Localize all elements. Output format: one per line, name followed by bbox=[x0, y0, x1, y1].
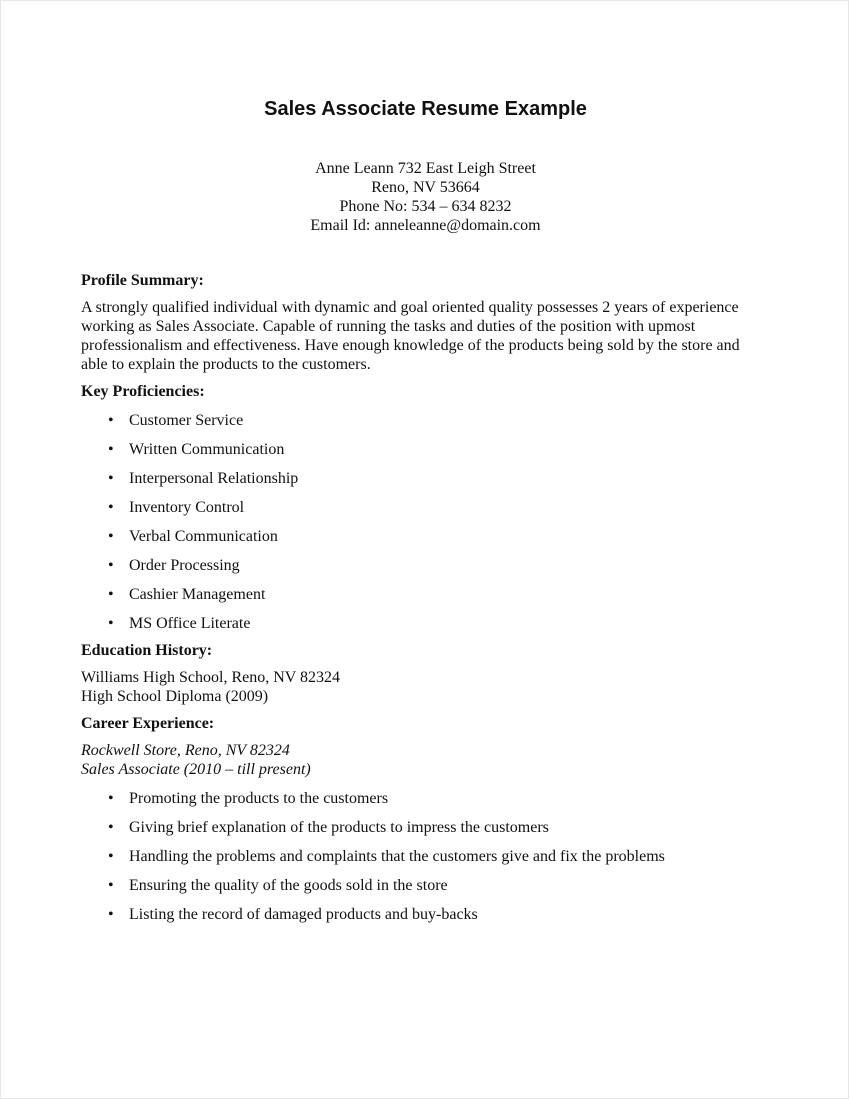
bullet-marker: • bbox=[108, 819, 114, 836]
list-item: • MS Office Literate bbox=[108, 615, 251, 632]
education-diploma: High School Diploma (2009) bbox=[81, 688, 269, 705]
bullet-marker: • bbox=[108, 906, 114, 923]
list-item: • Handling the problems and complaints that the customers give and fix the problems bbox=[108, 848, 665, 865]
bullet-marker: • bbox=[108, 615, 114, 632]
bullet-marker: • bbox=[108, 528, 114, 545]
contact-name-address: Anne Leann 732 East Leigh Street bbox=[315, 160, 536, 177]
career-heading: Career Experience: bbox=[81, 715, 215, 732]
contact-email: Email Id: anneleanne@domain.com bbox=[310, 217, 541, 234]
bullet-marker: • bbox=[108, 877, 114, 894]
contact-block bbox=[1, 159, 849, 235]
profile-summary bbox=[81, 298, 781, 374]
list-item: • Order Processing bbox=[108, 557, 240, 574]
list-item: • Giving brief explanation of the products to impress the customers bbox=[108, 819, 549, 836]
contact-phone: Phone No: 534 – 634 8232 bbox=[339, 198, 512, 215]
list-item: • Written Communication bbox=[108, 441, 285, 458]
bullet-marker: • bbox=[108, 848, 114, 865]
career-employer: Rockwell Store, Reno, NV 82324 bbox=[81, 742, 290, 759]
bullet-marker: • bbox=[108, 499, 114, 516]
bullet-marker: • bbox=[108, 412, 114, 429]
profile-line: professionalism and effectiveness. Have enough knowledge of the products being sold by the store and bbox=[81, 337, 740, 354]
bullet-marker: • bbox=[108, 586, 114, 603]
education-details bbox=[81, 668, 781, 706]
list-item: • Ensuring the quality of the goods sold in the store bbox=[108, 877, 448, 894]
profile-line: able to explain the products to the customers. bbox=[81, 356, 371, 373]
profile-line: A strongly qualified individual with dynamic and goal oriented quality possesses 2 years of experience bbox=[81, 299, 739, 316]
bullet-marker: • bbox=[108, 441, 114, 458]
proficiencies-list bbox=[81, 411, 781, 633]
career-role: Sales Associate (2010 – till present) bbox=[81, 761, 311, 778]
education-heading: Education History: bbox=[81, 642, 213, 659]
bullet-marker: • bbox=[108, 790, 114, 807]
proficiencies-heading: Key Proficiencies: bbox=[81, 383, 205, 400]
list-item: • Customer Service bbox=[108, 412, 244, 429]
list-item: • Promoting the products to the customers bbox=[108, 790, 389, 807]
list-item: • Inventory Control bbox=[108, 499, 245, 516]
contact-city: Reno, NV 53664 bbox=[371, 179, 480, 196]
bullet-marker: • bbox=[108, 470, 114, 487]
profile-line: working as Sales Associate. Capable of running the tasks and duties of the position with upmost bbox=[81, 318, 696, 335]
career-duties-list bbox=[81, 789, 781, 934]
page-title: Sales Associate Resume Example bbox=[264, 98, 587, 120]
list-item: • Listing the record of damaged products and buy-backs bbox=[108, 906, 478, 923]
bullet-marker: • bbox=[108, 557, 114, 574]
list-item: • Interpersonal Relationship bbox=[108, 470, 299, 487]
list-item: • Verbal Communication bbox=[108, 528, 278, 545]
list-item: • Cashier Management bbox=[108, 586, 266, 603]
resume-content bbox=[81, 271, 781, 934]
profile-heading: Profile Summary: bbox=[81, 272, 204, 289]
education-school: Williams High School, Reno, NV 82324 bbox=[81, 669, 341, 686]
